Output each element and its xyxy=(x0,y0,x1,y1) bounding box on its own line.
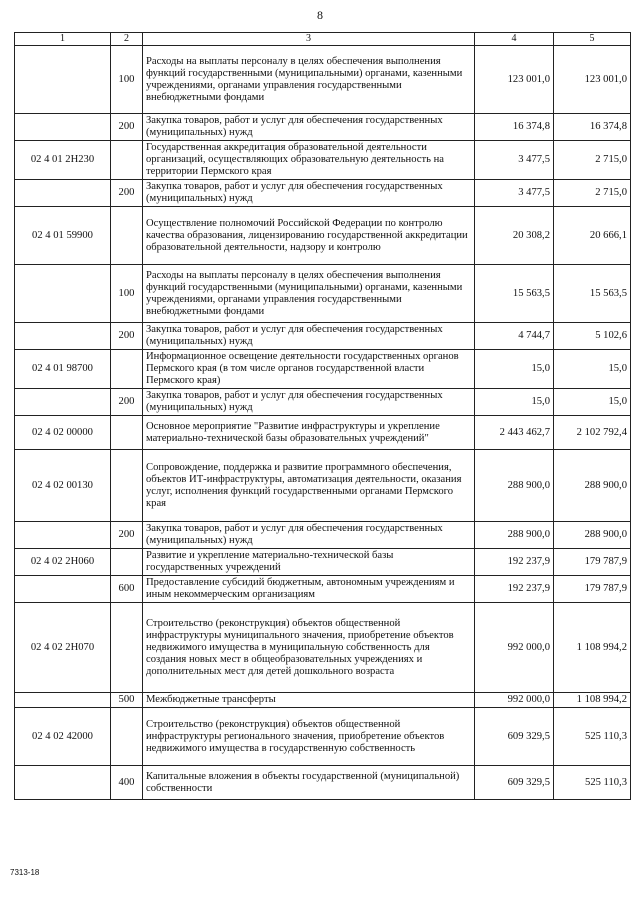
expense-type-cell: 200 xyxy=(111,180,143,207)
amount-year1-cell: 192 237,9 xyxy=(475,549,554,576)
target-code-cell: 02 4 02 2Н070 xyxy=(15,603,111,693)
target-code-cell: 02 4 01 59900 xyxy=(15,207,111,265)
description-cell: Строительство (реконструкция) объектов общественной инфраструктуры регионального значения, приобретение объектов недвижимого имущества в государственную собственность xyxy=(143,708,475,766)
amount-year2-cell: 15,0 xyxy=(554,350,631,389)
target-code-cell xyxy=(15,766,111,800)
amount-year1-cell: 288 900,0 xyxy=(475,450,554,522)
page-number: 8 xyxy=(317,8,323,22)
amount-year1-cell: 192 237,9 xyxy=(475,576,554,603)
target-code-cell xyxy=(15,180,111,207)
target-code-cell: 02 4 02 2Н060 xyxy=(15,549,111,576)
table-header-row xyxy=(15,33,631,46)
target-code-cell xyxy=(15,389,111,416)
description-cell: Капитальные вложения в объекты государственной (муниципальной) собственности xyxy=(143,766,475,800)
target-code-cell: 02 4 02 00130 xyxy=(15,450,111,522)
budget-table xyxy=(14,32,631,800)
amount-year2-cell: 1 108 994,2 xyxy=(554,603,631,693)
description-cell: Информационное освещение деятельности государственных органов Пермского края (в том числе органов государственной власти Пермского края) xyxy=(143,350,475,389)
expense-type-cell xyxy=(111,603,143,693)
table-row xyxy=(15,522,631,549)
amount-year1-cell: 123 001,0 xyxy=(475,46,554,114)
description-cell: Сопровождение, поддержка и развитие программного обеспечения, объектов ИТ-инфраструктуры, автоматизация деятельности, оказания услуг, исполнения функций государственными органами Пермского края xyxy=(143,450,475,522)
target-code-cell xyxy=(15,522,111,549)
table-row xyxy=(15,323,631,350)
description-cell: Закупка товаров, работ и услуг для обеспечения государственных (муниципальных) нужд xyxy=(143,389,475,416)
expense-type-cell: 500 xyxy=(111,693,143,708)
description-cell: Развитие и укрепление материально-технической базы государственных учреждений xyxy=(143,549,475,576)
expense-type-cell xyxy=(111,141,143,180)
table-row xyxy=(15,450,631,522)
expense-type-cell xyxy=(111,450,143,522)
target-code-cell xyxy=(15,323,111,350)
amount-year2-cell: 179 787,9 xyxy=(554,576,631,603)
document-code: 7313-18 xyxy=(10,868,40,877)
table-row xyxy=(15,141,631,180)
amount-year2-cell: 20 666,1 xyxy=(554,207,631,265)
amount-year2-cell: 123 001,0 xyxy=(554,46,631,114)
description-cell: Закупка товаров, работ и услуг для обеспечения государственных (муниципальных) нужд xyxy=(143,323,475,350)
target-code-cell xyxy=(15,576,111,603)
amount-year1-cell: 3 477,5 xyxy=(475,180,554,207)
amount-year1-cell: 4 744,7 xyxy=(475,323,554,350)
amount-year1-cell: 288 900,0 xyxy=(475,522,554,549)
table-row xyxy=(15,114,631,141)
target-code-cell xyxy=(15,46,111,114)
amount-year1-cell: 992 000,0 xyxy=(475,603,554,693)
table-row xyxy=(15,265,631,323)
target-code-cell xyxy=(15,693,111,708)
table-row xyxy=(15,350,631,389)
description-cell: Межбюджетные трансферты xyxy=(143,693,475,708)
amount-year2-cell: 2 715,0 xyxy=(554,141,631,180)
description-cell: Расходы на выплаты персоналу в целях обеспечения выполнения функций государственными (муниципальными) органами, казенными учреждениями, органами управления государственными внебюджетными фондами xyxy=(143,265,475,323)
expense-type-cell: 200 xyxy=(111,522,143,549)
description-cell: Предоставление субсидий бюджетным, автономным учреждениям и иным некоммерческим организациям xyxy=(143,576,475,603)
target-code-cell: 02 4 01 98700 xyxy=(15,350,111,389)
amount-year2-cell: 1 108 994,2 xyxy=(554,693,631,708)
description-cell: Осуществление полномочий Российской Федерации по контролю качества образования, лицензированию государственной аккредитации образовательной деятельности, надзору и контролю xyxy=(143,207,475,265)
amount-year2-cell: 288 900,0 xyxy=(554,450,631,522)
table-row xyxy=(15,603,631,693)
expense-type-cell: 200 xyxy=(111,389,143,416)
amount-year2-cell: 525 110,3 xyxy=(554,766,631,800)
amount-year2-cell: 2 102 792,4 xyxy=(554,416,631,450)
amount-year1-cell: 3 477,5 xyxy=(475,141,554,180)
description-cell: Строительство (реконструкция) объектов общественной инфраструктуры муниципального значения, приобретение объектов недвижимого имущества в муниципальную собственность для создания новых мест в общеобразовательных учреждениях и дополнительных мест для детей дошкольного возраста xyxy=(143,603,475,693)
amount-year1-cell: 609 329,5 xyxy=(475,766,554,800)
expense-type-cell: 400 xyxy=(111,766,143,800)
description-cell: Государственная аккредитация образовательной деятельности организаций, осуществляющих образовательную деятельность на территории Пермского края xyxy=(143,141,475,180)
amount-year1-cell: 20 308,2 xyxy=(475,207,554,265)
table-row xyxy=(15,708,631,766)
header-col-4: 4 xyxy=(475,33,554,46)
expense-type-cell: 200 xyxy=(111,114,143,141)
amount-year2-cell: 525 110,3 xyxy=(554,708,631,766)
table-row xyxy=(15,416,631,450)
amount-year1-cell: 16 374,8 xyxy=(475,114,554,141)
amount-year1-cell: 609 329,5 xyxy=(475,708,554,766)
expense-type-cell: 100 xyxy=(111,265,143,323)
table-row xyxy=(15,766,631,800)
table-row xyxy=(15,549,631,576)
target-code-cell xyxy=(15,265,111,323)
amount-year2-cell: 5 102,6 xyxy=(554,323,631,350)
target-code-cell: 02 4 02 00000 xyxy=(15,416,111,450)
amount-year2-cell: 15,0 xyxy=(554,389,631,416)
expense-type-cell xyxy=(111,416,143,450)
expense-type-cell: 600 xyxy=(111,576,143,603)
amount-year1-cell: 992 000,0 xyxy=(475,693,554,708)
target-code-cell: 02 4 01 2Н230 xyxy=(15,141,111,180)
expense-type-cell: 100 xyxy=(111,46,143,114)
header-col-5: 5 xyxy=(554,33,631,46)
expense-type-cell xyxy=(111,207,143,265)
table-row xyxy=(15,46,631,114)
description-cell: Закупка товаров, работ и услуг для обеспечения государственных (муниципальных) нужд xyxy=(143,180,475,207)
description-cell: Расходы на выплаты персоналу в целях обеспечения выполнения функций государственными (муниципальными) органами, казенными учреждениями, органами управления государственными внебюджетными фондами xyxy=(143,46,475,114)
amount-year2-cell: 16 374,8 xyxy=(554,114,631,141)
table-row xyxy=(15,576,631,603)
header-col-1: 1 xyxy=(15,33,111,46)
amount-year2-cell: 2 715,0 xyxy=(554,180,631,207)
expense-type-cell xyxy=(111,549,143,576)
amount-year2-cell: 15 563,5 xyxy=(554,265,631,323)
expense-type-cell: 200 xyxy=(111,323,143,350)
amount-year2-cell: 288 900,0 xyxy=(554,522,631,549)
header-col-2: 2 xyxy=(111,33,143,46)
header-col-3: 3 xyxy=(143,33,475,46)
target-code-cell xyxy=(15,114,111,141)
table-row xyxy=(15,693,631,708)
amount-year1-cell: 15,0 xyxy=(475,350,554,389)
amount-year1-cell: 2 443 462,7 xyxy=(475,416,554,450)
table-row xyxy=(15,207,631,265)
amount-year1-cell: 15,0 xyxy=(475,389,554,416)
table-row xyxy=(15,389,631,416)
amount-year2-cell: 179 787,9 xyxy=(554,549,631,576)
description-cell: Основное мероприятие "Развитие инфраструктуры и укрепление материально-технической базы образовательных учреждений" xyxy=(143,416,475,450)
description-cell: Закупка товаров, работ и услуг для обеспечения государственных (муниципальных) нужд xyxy=(143,114,475,141)
expense-type-cell xyxy=(111,350,143,389)
expense-type-cell xyxy=(111,708,143,766)
amount-year1-cell: 15 563,5 xyxy=(475,265,554,323)
target-code-cell: 02 4 02 42000 xyxy=(15,708,111,766)
table-row xyxy=(15,180,631,207)
description-cell: Закупка товаров, работ и услуг для обеспечения государственных (муниципальных) нужд xyxy=(143,522,475,549)
